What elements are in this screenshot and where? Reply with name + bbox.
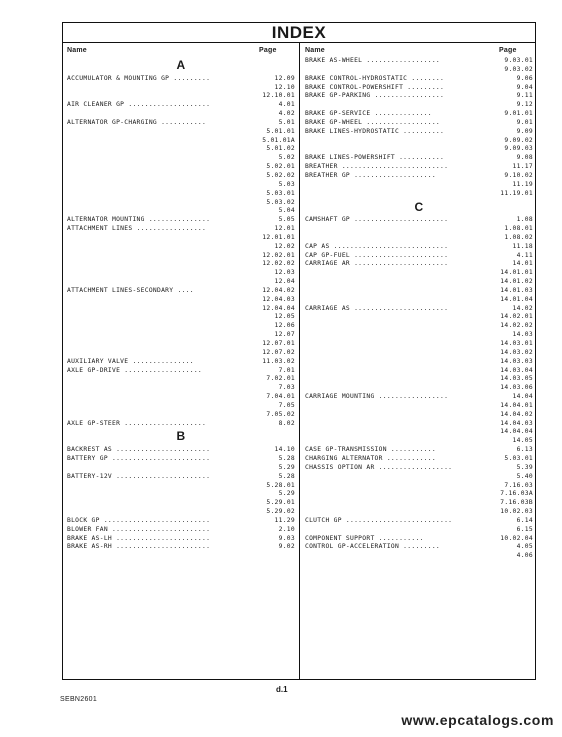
entry-page: 2.10 <box>278 525 295 533</box>
entry-name: AXLE GP-DRIVE ................... <box>67 366 203 374</box>
entry-page: 5.03.01 <box>504 454 533 462</box>
entry-name: BREATHER GP .................... <box>305 171 436 179</box>
left-page-header: Page <box>259 47 277 54</box>
index-entry <box>67 216 295 225</box>
entry-page: 5.02.01 <box>266 163 295 171</box>
index-entry <box>67 92 295 101</box>
entry-page: 12.07.02 <box>262 348 295 356</box>
entry-page: 9.02 <box>278 543 295 551</box>
index-entry <box>67 393 295 402</box>
entry-page: 14.02.02 <box>500 322 533 330</box>
index-entry <box>305 349 533 358</box>
entry-page: 5.01.01A <box>262 136 295 144</box>
column-divider <box>299 43 300 679</box>
entry-page: 14.03 <box>512 331 533 339</box>
index-entry <box>305 101 533 110</box>
entry-page: 14.01.03 <box>500 286 533 294</box>
entry-name: BRAKE GP-PARKING ................. <box>305 92 445 100</box>
index-entry <box>305 420 533 429</box>
entry-page: 11.19 <box>512 180 533 188</box>
index-entry <box>67 464 295 473</box>
entry-page: 12.02 <box>274 242 295 250</box>
index-entry <box>67 296 295 305</box>
section-letter-row <box>67 428 295 446</box>
index-entry <box>305 57 533 66</box>
entry-page: 9.03.02 <box>504 65 533 73</box>
index-entry <box>67 367 295 376</box>
entry-page: 4.11 <box>516 251 533 259</box>
index-entry <box>305 110 533 119</box>
entry-page: 14.10 <box>274 446 295 454</box>
entry-page: 6.15 <box>516 525 533 533</box>
entry-name: CARRIAGE MOUNTING ................. <box>305 393 449 401</box>
entry-page: 7.01 <box>278 366 295 374</box>
index-entry <box>67 535 295 544</box>
index-entry <box>67 199 295 208</box>
entry-page: 14.03.02 <box>500 348 533 356</box>
entry-name: ALTERNATOR GP-CHARGING ........... <box>67 118 207 126</box>
entry-page: 12.04.02 <box>262 286 295 294</box>
index-entry <box>67 349 295 358</box>
index-entry <box>67 517 295 526</box>
entry-name: BACKREST AS ....................... <box>67 446 211 454</box>
entry-page: 9.04 <box>516 83 533 91</box>
entry-page: 14.02.01 <box>500 313 533 321</box>
index-entry <box>67 322 295 331</box>
document-code: SEBN2601 <box>60 696 98 703</box>
index-entry <box>67 101 295 110</box>
entry-name: BRAKE LINES-POWERSHIFT ........... <box>305 154 445 162</box>
index-entry <box>305 508 533 517</box>
entry-page: 6.14 <box>516 516 533 524</box>
entry-name: BRAKE AS-RH ....................... <box>67 543 211 551</box>
entry-page: 12.01 <box>274 225 295 233</box>
entry-page: 14.04.02 <box>500 410 533 418</box>
index-entry <box>305 322 533 331</box>
index-entry <box>67 508 295 517</box>
entry-name: BLOWER FAN ........................ <box>67 525 211 533</box>
left-name-header: Name <box>67 47 87 54</box>
index-entry <box>67 490 295 499</box>
entry-name: ATTACHMENT LINES-SECONDARY .... <box>67 286 194 294</box>
index-entry <box>67 119 295 128</box>
index-entry <box>305 473 533 482</box>
entry-page: 11.18 <box>512 242 533 250</box>
index-entry <box>67 473 295 482</box>
entry-page: 5.03.01 <box>266 189 295 197</box>
entry-page: 11.19.01 <box>500 189 533 197</box>
index-entry <box>67 305 295 314</box>
index-entry <box>305 190 533 199</box>
index-entry <box>305 119 533 128</box>
index-entry <box>67 455 295 464</box>
entry-name: CAP GP-FUEL ....................... <box>305 251 449 259</box>
entry-page: 14.05 <box>512 437 533 445</box>
index-entry <box>305 145 533 154</box>
index-entry <box>305 234 533 243</box>
index-entry <box>305 526 533 535</box>
entry-page: 5.03 <box>278 180 295 188</box>
index-entry <box>67 526 295 535</box>
entry-page: 7.16.03 <box>504 481 533 489</box>
index-entry <box>305 552 533 561</box>
entry-page: 4.01 <box>278 101 295 109</box>
entry-name: CARRIAGE AR ....................... <box>305 260 449 268</box>
index-entry <box>305 137 533 146</box>
entry-name: CAMSHAFT GP ....................... <box>305 216 449 224</box>
entry-page: 12.06 <box>274 322 295 330</box>
entry-name: BRAKE GP-SERVICE .............. <box>305 110 432 118</box>
entry-page: 12.04 <box>274 278 295 286</box>
index-entry <box>67 145 295 154</box>
entry-page: 14.04.04 <box>500 428 533 436</box>
index-entry <box>305 252 533 261</box>
index-entry <box>305 490 533 499</box>
index-entry <box>67 420 295 429</box>
entry-page: 5.01 <box>278 118 295 126</box>
index-entry <box>67 482 295 491</box>
entry-page: 4.05 <box>516 543 533 551</box>
index-entry <box>305 535 533 544</box>
index-entry <box>67 499 295 508</box>
left-index-column <box>67 57 295 552</box>
entry-page: 14.04.03 <box>500 419 533 427</box>
index-entry <box>67 375 295 384</box>
entry-name: CLUTCH GP .......................... <box>305 516 453 524</box>
entry-page: 7.16.03B <box>500 499 533 507</box>
entry-page: 9.11 <box>516 92 533 100</box>
entry-page: 9.06 <box>516 74 533 82</box>
entry-page: 12.09 <box>274 74 295 82</box>
entry-name: BRAKE LINES-HYDROSTATIC .......... <box>305 127 445 135</box>
entry-name: BATTERY-12V ....................... <box>67 472 211 480</box>
entry-name: BRAKE CONTROL-HYDROSTATIC ........ <box>305 74 445 82</box>
entry-page: 1.08.01 <box>504 225 533 233</box>
entry-page: 14.04.01 <box>500 401 533 409</box>
entry-page: 12.02.02 <box>262 260 295 268</box>
entry-page: 14.03.06 <box>500 384 533 392</box>
entry-page: 9.10.02 <box>504 171 533 179</box>
entry-page: 9.08 <box>516 154 533 162</box>
entry-page: 14.02 <box>512 304 533 312</box>
entry-name: CHARGING ALTERNATOR ............ <box>305 454 436 462</box>
entry-page: 6.13 <box>516 446 533 454</box>
index-entry <box>67 207 295 216</box>
entry-name: BREATHER .......................... <box>305 163 449 171</box>
index-entry <box>305 437 533 446</box>
entry-page: 12.10 <box>274 83 295 91</box>
entry-page: 12.04.03 <box>262 295 295 303</box>
entry-page: 12.03 <box>274 269 295 277</box>
index-entry <box>67 543 295 552</box>
index-entry <box>305 384 533 393</box>
entry-name: CAP AS ............................ <box>305 242 449 250</box>
index-entry <box>305 66 533 75</box>
entry-page: 12.04.04 <box>262 304 295 312</box>
index-entry <box>305 367 533 376</box>
right-index-column <box>305 57 533 561</box>
entry-page: 7.16.03A <box>500 490 533 498</box>
entry-page: 7.03 <box>278 384 295 392</box>
entry-name: BRAKE AS-LH ....................... <box>67 534 211 542</box>
index-entry <box>67 137 295 146</box>
index-entry <box>305 428 533 437</box>
entry-page: 5.01.01 <box>266 127 295 135</box>
entry-page: 5.01.02 <box>266 145 295 153</box>
index-entry <box>67 234 295 243</box>
index-entry <box>67 128 295 137</box>
entry-page: 12.07.01 <box>262 340 295 347</box>
entry-page: 12.02.01 <box>262 251 295 259</box>
entry-page: 7.05 <box>278 401 295 409</box>
entry-page: 5.04 <box>278 207 295 215</box>
entry-name: BLOCK GP .......................... <box>67 516 211 524</box>
entry-name: COMPONENT SUPPORT ........... <box>305 534 424 542</box>
entry-page: 1.08 <box>516 216 533 224</box>
index-entry <box>305 181 533 190</box>
index-entry <box>67 243 295 252</box>
entry-page: 14.01.02 <box>500 278 533 286</box>
entry-page: 9.03.01 <box>504 57 533 64</box>
entry-page: 4.02 <box>278 110 295 118</box>
entry-page: 14.01 <box>512 260 533 268</box>
entry-page: 4.06 <box>516 552 533 560</box>
index-entry <box>305 375 533 384</box>
entry-page: 7.02.01 <box>266 375 295 383</box>
entry-page: 14.03.03 <box>500 357 533 365</box>
entry-page: 5.28 <box>278 454 295 462</box>
index-entry <box>67 384 295 393</box>
entry-page: 7.05.02 <box>266 410 295 418</box>
entry-page: 5.29.01 <box>266 499 295 507</box>
entry-page: 14.03.01 <box>500 340 533 347</box>
index-entry <box>305 163 533 172</box>
entry-page: 14.04 <box>512 393 533 401</box>
index-entry <box>67 358 295 367</box>
entry-page: 7.04.01 <box>266 393 295 401</box>
entry-name: BRAKE AS-WHEEL .................. <box>305 57 441 64</box>
index-entry <box>305 464 533 473</box>
index-entry <box>67 278 295 287</box>
index-entry <box>305 269 533 278</box>
entry-name: ATTACHMENT LINES ................. <box>67 225 207 233</box>
entry-page: 5.29 <box>278 490 295 498</box>
page-number: d.1 <box>276 685 288 694</box>
entry-page: 9.09.03 <box>504 145 533 153</box>
index-entry <box>67 340 295 349</box>
index-entry <box>305 128 533 137</box>
index-entry <box>305 482 533 491</box>
entry-page: 10.02.03 <box>500 508 533 516</box>
index-entry <box>305 543 533 552</box>
entry-page: 1.08.02 <box>504 233 533 241</box>
index-entry <box>305 92 533 101</box>
entry-page: 5.39 <box>516 463 533 471</box>
index-entry <box>305 455 533 464</box>
index-entry <box>67 269 295 278</box>
entry-page: 5.02.02 <box>266 171 295 179</box>
index-entry <box>67 313 295 322</box>
right-page-header: Page <box>499 47 517 54</box>
index-frame <box>62 22 536 680</box>
entry-page: 14.03.04 <box>500 366 533 374</box>
index-entry <box>67 75 295 84</box>
index-entry <box>305 499 533 508</box>
section-letter: B <box>176 429 186 444</box>
index-entry <box>305 358 533 367</box>
right-name-header: Name <box>305 47 325 54</box>
index-entry <box>305 243 533 252</box>
index-entry <box>67 181 295 190</box>
entry-page: 11.17 <box>512 163 533 171</box>
entry-page: 12.01.01 <box>262 233 295 241</box>
index-entry <box>305 517 533 526</box>
section-letter: C <box>414 199 424 214</box>
entry-page: 10.02.04 <box>500 534 533 542</box>
entry-name: CARRIAGE AS ....................... <box>305 304 449 312</box>
entry-name: AXLE GP-STEER .................... <box>67 419 207 427</box>
index-entry <box>305 278 533 287</box>
index-entry <box>67 402 295 411</box>
entry-name: ACCUMULATOR & MOUNTING GP ......... <box>67 74 211 82</box>
index-entry <box>305 402 533 411</box>
entry-page: 5.29 <box>278 463 295 471</box>
entry-page: 9.01 <box>516 118 533 126</box>
index-entry <box>67 84 295 93</box>
entry-page: 9.09 <box>516 127 533 135</box>
index-entry <box>305 296 533 305</box>
watermark-url: www.epcatalogs.com <box>401 712 554 728</box>
entry-page: 9.03 <box>278 534 295 542</box>
index-entry <box>305 305 533 314</box>
index-entry <box>67 225 295 234</box>
entry-page: 5.29.02 <box>266 508 295 516</box>
entry-name: BATTERY GP ........................ <box>67 454 211 462</box>
entry-name: CONTROL GP-ACCELERATION ......... <box>305 543 441 551</box>
entry-page: 5.05 <box>278 216 295 224</box>
entry-page: 9.01.01 <box>504 110 533 118</box>
index-entry <box>305 313 533 322</box>
entry-page: 5.28 <box>278 472 295 480</box>
entry-page: 12.05 <box>274 313 295 321</box>
index-entry <box>67 163 295 172</box>
index-entry <box>305 172 533 181</box>
index-entry <box>305 84 533 93</box>
index-entry <box>67 172 295 181</box>
entry-page: 5.03.02 <box>266 198 295 206</box>
entry-page: 12.07 <box>274 331 295 339</box>
index-entry <box>67 110 295 119</box>
entry-page: 5.02 <box>278 154 295 162</box>
index-entry <box>305 225 533 234</box>
section-letter: A <box>176 58 186 72</box>
index-entry <box>67 154 295 163</box>
entry-page: 14.01.04 <box>500 295 533 303</box>
entry-name: ALTERNATOR MOUNTING ............... <box>67 216 211 224</box>
entry-page: 5.40 <box>516 472 533 480</box>
entry-name: CHASSIS OPTION AR .................. <box>305 463 453 471</box>
index-entry <box>305 411 533 420</box>
index-entry <box>305 216 533 225</box>
entry-page: 12.10.01 <box>262 92 295 100</box>
entry-name: AIR CLEANER GP .................... <box>67 101 211 109</box>
index-entry <box>305 260 533 269</box>
index-entry <box>67 190 295 199</box>
entry-page: 14.03.05 <box>500 375 533 383</box>
index-entry <box>67 252 295 261</box>
entry-name: BRAKE GP-WHEEL .................. <box>305 118 441 126</box>
entry-name: BRAKE CONTROL-POWERSHIFT ......... <box>305 83 445 91</box>
index-entry <box>305 340 533 349</box>
index-entry <box>67 260 295 269</box>
entry-page: 14.01.01 <box>500 269 533 277</box>
index-entry <box>305 446 533 455</box>
index-title: INDEX <box>63 23 535 43</box>
entry-page: 9.09.02 <box>504 136 533 144</box>
index-entry <box>305 154 533 163</box>
index-entry <box>305 331 533 340</box>
index-entry <box>67 411 295 420</box>
section-letter-row <box>67 57 295 75</box>
entry-page: 5.28.01 <box>266 481 295 489</box>
entry-page: 9.12 <box>516 101 533 109</box>
entry-name: AUXILIARY VALVE ............... <box>67 357 194 365</box>
entry-page: 11.03.02 <box>262 357 295 365</box>
entry-name: CASE GP-TRANSMISSION ........... <box>305 446 436 454</box>
index-entry <box>305 287 533 296</box>
entry-page: 11.29 <box>274 516 295 524</box>
index-entry <box>67 287 295 296</box>
index-entry <box>67 446 295 455</box>
index-entry <box>67 331 295 340</box>
index-entry <box>305 393 533 402</box>
section-letter-row <box>305 199 533 217</box>
entry-page: 8.02 <box>278 419 295 427</box>
index-entry <box>305 75 533 84</box>
